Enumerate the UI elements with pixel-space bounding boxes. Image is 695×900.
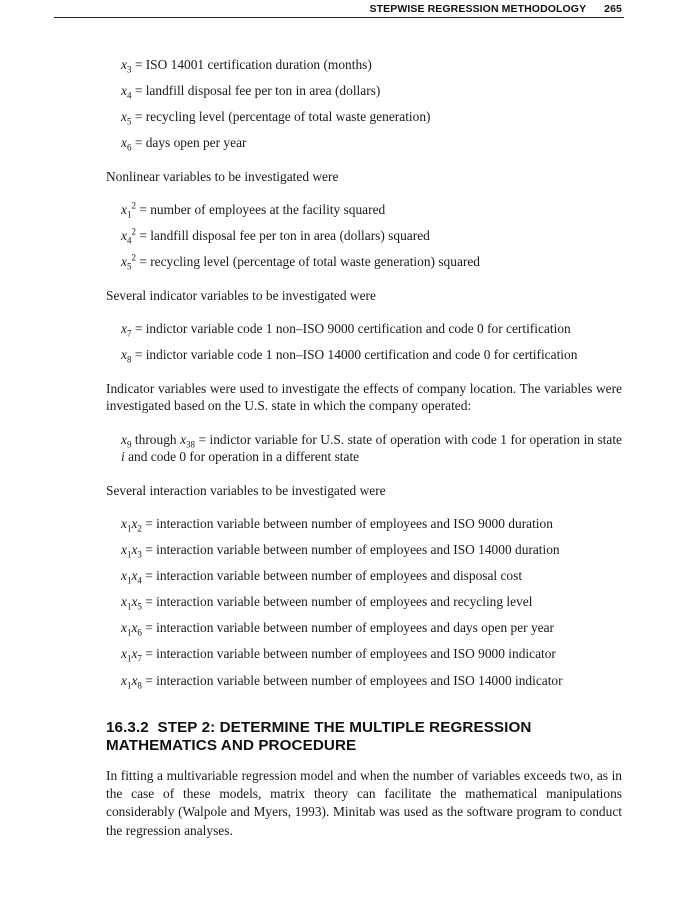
interaction-variable-item: $x_1x_8$ = interaction variable between number of employees and ISO 14000 indicator [121,672,563,691]
linear-variable-item: $x_4$ = landfill disposal fee per ton in area (dollars) [121,83,381,101]
nonlinear-variable-item: $x_4^2$ = landfill disposal fee per ton in area (dollars) squared [121,226,430,246]
state-variable [106,431,622,466]
linear-variable-item: $x_6$ = days open per year [121,135,247,153]
interaction-intro: Several interaction variables to be investigated were [106,482,386,498]
state-variable-item: $x_9$ through $x_{38}$ = indictor variable for U.S. state of operation with code 1 for operation in state i and code 0 for operation in a different state [121,431,623,464]
indicator-intro: Several indicator variables to be investigated were [106,287,376,303]
indicator-variable-list [106,320,622,364]
linear-variable-item: $x_5$ = recycling level (percentage of total waste generation) [121,109,431,127]
interaction-variable-item: $x_1x_5$ = interaction variable between number of employees and recycling level [121,594,533,612]
header-rule [54,17,624,18]
interaction-variable-item: $x_1x_3$ = interaction variable between number of employees and ISO 14000 duration [121,542,560,560]
page-number: 265 [604,3,622,15]
section-number: 16.3.2 [106,719,149,737]
linear-variable-item: $x_3$ = ISO 14001 certification duration (months) [121,57,372,75]
nonlinear-variable-list [106,201,622,271]
linear-variable-list [106,56,622,152]
section-heading [106,719,622,755]
indicator-variable-item: $x_8$ = indictor variable code 1 non–ISO 14000 certification and code 0 for certification [121,347,578,365]
interaction-variable-item: $x_1x_6$ = interaction variable between number of employees and days open per year [121,620,555,639]
closing-paragraph: In fitting a multivariable regression model and when the number of variables exceeds two, as in the case of these models, matrix theory can facilitate the mathematical manipulations considerably (Walpole and Myers, 1993). Minitab was used as the software program to conduct the regression analyses. [106,768,622,838]
location-paragraph: Indicator variables were used to investigate the effects of company location. The variables were investigated based on the U.S. state in which the company operated: [106,380,622,413]
running-head [370,3,622,15]
interaction-variable-item: $x_1x_2$ = interaction variable between number of employees and ISO 9000 duration [121,516,553,534]
interaction-variable-item: $x_1x_4$ = interaction variable between number of employees and disposal cost [121,568,523,586]
nonlinear-intro: Nonlinear variables to be investigated were [106,168,339,184]
interaction-variable-item: $x_1x_7$ = interaction variable between number of employees and ISO 9000 indicator [121,646,556,665]
indicator-variable-item: $x_7$ = indictor variable code 1 non–ISO 9000 certification and code 0 for certification [121,321,571,339]
interaction-variable-list [106,515,622,689]
running-title: STEPWISE REGRESSION METHODOLOGY [369,3,587,15]
nonlinear-variable-item: $x_5^2$ = recycling level (percentage of total waste generation) squared [121,252,480,272]
page-content [106,56,622,840]
nonlinear-variable-item: $x_1^2$ = number of employees at the facility squared [121,200,386,220]
section-title: STEP 2: DETERMINE THE MULTIPLE REGRESSION MATHEMATICS AND PROCEDURE [106,719,532,755]
